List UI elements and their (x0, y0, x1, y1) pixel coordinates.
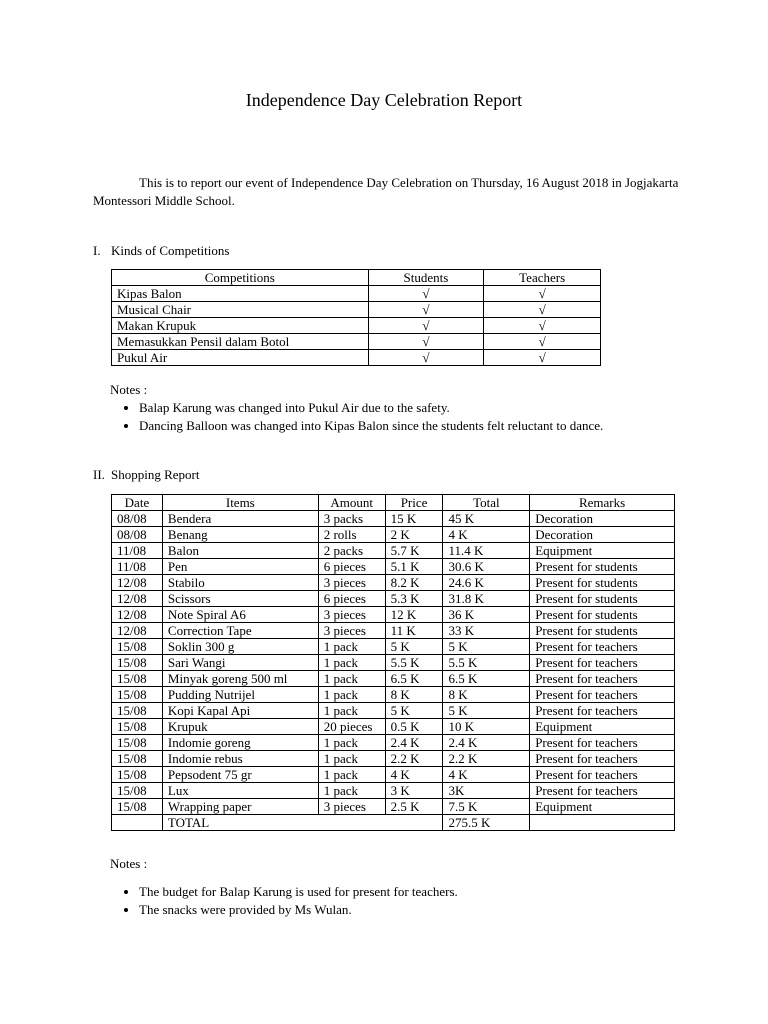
table-row (112, 286, 601, 302)
table-cell: Memasukkan Pensil dalam Botol (112, 334, 369, 350)
table-cell: Wrapping paper (162, 799, 318, 815)
table-row (112, 527, 675, 543)
table-cell: Present for students (530, 575, 675, 591)
table-cell: Lux (162, 783, 318, 799)
table-cell: 31.8 K (443, 591, 530, 607)
table-row (112, 623, 675, 639)
table-cell: 8.2 K (385, 575, 443, 591)
table-cell: 2.5 K (385, 799, 443, 815)
table-cell: Note Spiral A6 (162, 607, 318, 623)
report-title: Independence Day Celebration Report (245, 90, 523, 110)
table-row (112, 655, 675, 671)
list-item: • Dancing Balloon was changed into Kipas Balon since the students felt reluctant to dance. (139, 417, 699, 435)
table-cell: 2 K (385, 527, 443, 543)
table-cell: 5 K (385, 703, 443, 719)
table-cell: 11 K (385, 623, 443, 639)
table-cell: 11/08 (112, 543, 163, 559)
table-cell: Equipment (530, 799, 675, 815)
table-cell: 6 pieces (318, 559, 385, 575)
table-cell: 1 pack (318, 783, 385, 799)
table-cell: Musical Chair (112, 302, 369, 318)
table-cell: 15/08 (112, 751, 163, 767)
total-label: TOTAL (162, 815, 443, 831)
table-cell: 2 packs (318, 543, 385, 559)
table-row (112, 334, 601, 350)
table-cell: 08/08 (112, 527, 163, 543)
table-cell: 5 K (443, 703, 530, 719)
table-row (112, 302, 601, 318)
table-row (112, 543, 675, 559)
table-row (112, 639, 675, 655)
table-cell: Benang (162, 527, 318, 543)
table-header-row (112, 495, 675, 511)
column-header: Remarks (530, 495, 675, 511)
table-cell: Indomie goreng (162, 735, 318, 751)
table-cell: Pukul Air (112, 350, 369, 366)
table-cell: 1 pack (318, 751, 385, 767)
table-cell: 2.4 K (443, 735, 530, 751)
table-cell: √ (368, 318, 484, 334)
intro-paragraph: This is to report our event of Independence Day Celebration on Thursday, 16 August 2018 in Jogjakarta Montessori Middle School. (93, 175, 679, 208)
notes-label: Notes : (110, 382, 148, 397)
table-row (112, 735, 675, 751)
total-value: 275.5 K (443, 815, 530, 831)
table-cell: Present for teachers (530, 655, 675, 671)
table-cell: Pen (162, 559, 318, 575)
table-cell: √ (484, 350, 601, 366)
table-cell: 15/08 (112, 703, 163, 719)
table-cell: 12/08 (112, 591, 163, 607)
table-cell: 5.7 K (385, 543, 443, 559)
table-cell: 11.4 K (443, 543, 530, 559)
table-cell: Pudding Nutrijel (162, 687, 318, 703)
table-cell: Minyak goreng 500 ml (162, 671, 318, 687)
table-cell: 15/08 (112, 719, 163, 735)
table-cell: √ (484, 302, 601, 318)
table-cell: Kopi Kapal Api (162, 703, 318, 719)
table-cell: 15/08 (112, 655, 163, 671)
section-competitions-heading (93, 243, 229, 259)
section-title: Kinds of Competitions (111, 243, 230, 258)
table-row (112, 511, 675, 527)
table-cell: 5.3 K (385, 591, 443, 607)
table-cell: 12/08 (112, 607, 163, 623)
table-cell: 1 pack (318, 671, 385, 687)
table-cell: 2 rolls (318, 527, 385, 543)
table-cell: 15/08 (112, 639, 163, 655)
table-cell: √ (484, 318, 601, 334)
table-cell: Kipas Balon (112, 286, 369, 302)
table-row (112, 767, 675, 783)
table-row (112, 703, 675, 719)
table-cell: 36 K (443, 607, 530, 623)
table-cell: 45 K (443, 511, 530, 527)
section-number: I. (93, 243, 101, 258)
table-cell: 15/08 (112, 799, 163, 815)
table-row (112, 575, 675, 591)
list-item: • The budget for Balap Karung is used for present for teachers. (139, 883, 699, 901)
table-cell: Present for teachers (530, 687, 675, 703)
table-cell: √ (368, 302, 484, 318)
table-cell: 6.5 K (385, 671, 443, 687)
table-header-row (112, 270, 601, 286)
table-cell: Decoration (530, 527, 675, 543)
table-cell: 30.6 K (443, 559, 530, 575)
table-cell: 7.5 K (443, 799, 530, 815)
shopping-table (111, 494, 675, 831)
table-cell: Bendera (162, 511, 318, 527)
table-cell: Present for students (530, 591, 675, 607)
table-row (112, 687, 675, 703)
table-cell: Present for teachers (530, 639, 675, 655)
table-cell: 1 pack (318, 687, 385, 703)
table-row (112, 799, 675, 815)
shopping-notes-list (110, 883, 699, 919)
column-header: Total (443, 495, 530, 511)
table-cell: Present for teachers (530, 751, 675, 767)
table-cell: 15/08 (112, 671, 163, 687)
table-cell: Equipment (530, 719, 675, 735)
table-cell: Present for students (530, 607, 675, 623)
table-cell: Present for students (530, 559, 675, 575)
table-cell (112, 815, 163, 831)
table-cell: Present for teachers (530, 735, 675, 751)
table-cell: Present for teachers (530, 783, 675, 799)
table-cell: Krupuk (162, 719, 318, 735)
table-row (112, 751, 675, 767)
table-cell: 12/08 (112, 623, 163, 639)
table-cell: Stabilo (162, 575, 318, 591)
section-number: II. (93, 467, 105, 482)
table-cell: 3 pieces (318, 799, 385, 815)
table-cell: 1 pack (318, 639, 385, 655)
table-cell: 3 K (385, 783, 443, 799)
table-cell: 3 pieces (318, 623, 385, 639)
table-cell: Correction Tape (162, 623, 318, 639)
table-row (112, 318, 601, 334)
total-row (112, 815, 675, 831)
list-item: • Balap Karung was changed into Pukul Air due to the safety. (139, 399, 699, 417)
table-cell: √ (484, 334, 601, 350)
table-cell: 4 K (443, 527, 530, 543)
table-cell: 8 K (443, 687, 530, 703)
column-header: Items (162, 495, 318, 511)
table-cell: 6.5 K (443, 671, 530, 687)
table-cell: 15 K (385, 511, 443, 527)
column-header: Price (385, 495, 443, 511)
list-item: • The snacks were provided by Ms Wulan. (139, 901, 699, 919)
table-row (112, 559, 675, 575)
table-cell: 1 pack (318, 735, 385, 751)
table-cell: Present for teachers (530, 671, 675, 687)
table-row (112, 719, 675, 735)
table-cell: 1 pack (318, 703, 385, 719)
table-row (112, 350, 601, 366)
table-cell: √ (368, 334, 484, 350)
table-cell: 0.5 K (385, 719, 443, 735)
column-header: Teachers (484, 270, 601, 286)
table-cell: 4 K (385, 767, 443, 783)
notes-label: Notes : (110, 856, 148, 871)
section-shopping-heading (93, 467, 199, 483)
table-row (112, 607, 675, 623)
table-cell: 12/08 (112, 575, 163, 591)
table-cell: 11/08 (112, 559, 163, 575)
table-cell: Sari Wangi (162, 655, 318, 671)
table-cell: 20 pieces (318, 719, 385, 735)
table-cell: √ (368, 286, 484, 302)
table-cell: 2.2 K (443, 751, 530, 767)
table-cell: 6 pieces (318, 591, 385, 607)
table-cell: 3 pieces (318, 575, 385, 591)
table-cell: √ (484, 286, 601, 302)
table-cell: 3 packs (318, 511, 385, 527)
table-cell: Scissors (162, 591, 318, 607)
column-header: Amount (318, 495, 385, 511)
table-cell: 3 pieces (318, 607, 385, 623)
table-cell: 5.1 K (385, 559, 443, 575)
table-cell: Present for teachers (530, 767, 675, 783)
table-cell: 2.4 K (385, 735, 443, 751)
table-cell: 10 K (443, 719, 530, 735)
table-cell: Makan Krupuk (112, 318, 369, 334)
table-cell: 15/08 (112, 687, 163, 703)
column-header: Students (368, 270, 484, 286)
table-cell: Present for teachers (530, 703, 675, 719)
table-cell: 8 K (385, 687, 443, 703)
table-cell: 5 K (385, 639, 443, 655)
table-cell: 15/08 (112, 783, 163, 799)
column-header: Date (112, 495, 163, 511)
table-cell: 2.2 K (385, 751, 443, 767)
table-cell: Pepsodent 75 gr (162, 767, 318, 783)
table-cell: 33 K (443, 623, 530, 639)
table-cell: Present for students (530, 623, 675, 639)
table-cell: Indomie rebus (162, 751, 318, 767)
competitions-table (111, 269, 601, 366)
table-cell: 5.5 K (385, 655, 443, 671)
table-cell: Equipment (530, 543, 675, 559)
table-cell: 1 pack (318, 767, 385, 783)
table-row (112, 591, 675, 607)
competition-notes-list (110, 399, 699, 435)
table-cell: Decoration (530, 511, 675, 527)
table-row (112, 783, 675, 799)
table-cell: 5 K (443, 639, 530, 655)
table-cell: 4 K (443, 767, 530, 783)
table-cell: 24.6 K (443, 575, 530, 591)
table-cell (530, 815, 675, 831)
table-cell: 12 K (385, 607, 443, 623)
table-cell: Balon (162, 543, 318, 559)
table-row (112, 671, 675, 687)
table-cell: 15/08 (112, 767, 163, 783)
table-cell: 5.5 K (443, 655, 530, 671)
column-header: Competitions (112, 270, 369, 286)
table-cell: 3K (443, 783, 530, 799)
table-cell: Soklin 300 g (162, 639, 318, 655)
table-cell: 15/08 (112, 735, 163, 751)
table-cell: 1 pack (318, 655, 385, 671)
table-cell: √ (368, 350, 484, 366)
section-title: Shopping Report (111, 467, 200, 482)
table-cell: 08/08 (112, 511, 163, 527)
